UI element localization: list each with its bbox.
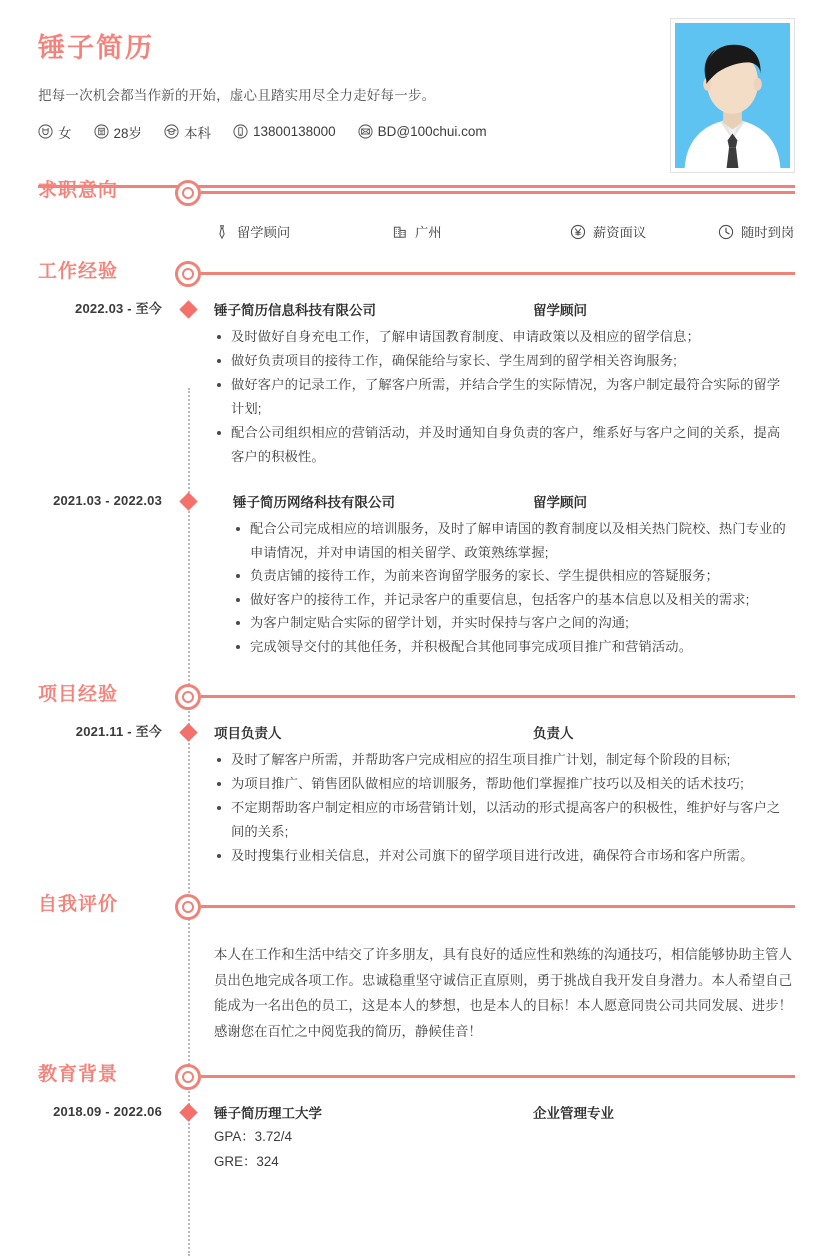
contact-email-value: BD@100chui.com [377, 124, 487, 140]
section-title-work: 工作经验 [38, 261, 119, 282]
entry-body [214, 722, 820, 868]
education-gpa: GPA：3.72/4 [214, 1129, 292, 1144]
project-entry [0, 722, 820, 874]
education-gre: GRE：324 [214, 1154, 279, 1169]
intention-availability [718, 222, 794, 241]
entry-date: 2018.09 - 2022.06 [53, 1104, 162, 1119]
entry-bullet-list [233, 517, 790, 658]
entry-role: 留学顾问 [533, 303, 587, 318]
intention-position-label: 留学顾问 [237, 225, 291, 240]
section-self-evaluation [0, 890, 820, 1044]
section-work-experience [0, 257, 820, 664]
entry-school: 锤子简历理工大学 [214, 1106, 322, 1121]
clock-icon [718, 224, 734, 240]
entry-titles [233, 491, 790, 513]
intention-city-label: 广州 [415, 225, 442, 240]
entry-date: 2021.11 - 至今 [75, 724, 162, 739]
section-education [0, 1060, 820, 1180]
entry-bullet-list [214, 748, 790, 868]
work-entry [0, 491, 820, 664]
section-rule [201, 905, 795, 908]
tie-icon [214, 224, 230, 240]
list-item: 负责店铺的接待工作，为前来咨询留学服务的家长、学生提供相应的答疑服务； [233, 564, 790, 588]
contact-gender [38, 122, 72, 142]
section-rule [201, 272, 795, 275]
timeline-diamond-icon [179, 1103, 197, 1121]
timeline-ring-icon [175, 180, 201, 206]
entry-role: 负责人 [533, 726, 574, 741]
job-intention-row [214, 218, 820, 241]
list-item: 配合公司组织相应的营销活动，并及时通知自身负责的客户，维系好与客户之间的关系，提高客户的积极性。 [214, 421, 790, 469]
building-icon [392, 224, 408, 240]
section-title-intention: 求职意向 [38, 180, 119, 201]
intention-position [214, 222, 392, 241]
entry-organization: 项目负责人 [214, 726, 282, 741]
list-item: 做好客户的记录工作，了解客户所需，并结合学生的实际情况，为客户制定最符合实际的留学计划; [214, 373, 790, 421]
intention-city [392, 222, 570, 241]
section-header [0, 680, 820, 722]
motto-text: 把每一次机会都当作新的开始，虚心且踏实用尽全力走好每一步。 [38, 87, 436, 103]
work-entry [0, 299, 820, 475]
entry-organization: 锤子简历网络科技有限公司 [233, 495, 395, 510]
entry-titles [214, 1102, 790, 1124]
list-item: 为项目推广、销售团队做相应的培训服务，帮助他们掌握推广技巧以及相关的话术技巧; [214, 772, 790, 796]
phone-icon [233, 124, 248, 139]
contact-phone [233, 124, 336, 139]
list-item: 及时搜集行业相关信息，并对公司旗下的留学项目进行改进，确保符合市场和客户所需。 [214, 844, 790, 868]
yen-icon [570, 224, 586, 240]
timeline-ring-icon [175, 261, 201, 287]
list-item: 及时做好自身充电工作，了解申请国教育制度、申请政策以及相应的留学信息； [214, 325, 790, 349]
section-title-self-eval: 自我评价 [38, 894, 119, 915]
entry-date: 2021.03 - 2022.03 [53, 493, 162, 508]
section-header [0, 176, 820, 218]
graduation-icon [164, 124, 179, 139]
avatar-photo [675, 23, 790, 168]
entry-role: 留学顾问 [533, 495, 587, 510]
list-item: 及时了解客户所需，并帮助客户完成相应的招生项目推广计划，制定每个阶段的目标; [214, 748, 790, 772]
calendar-icon [94, 124, 109, 139]
intention-salary [570, 222, 718, 241]
timeline-ring-icon [175, 894, 201, 920]
page-title: 锤子简历 [38, 33, 154, 63]
contact-phone-value: 13800138000 [253, 124, 336, 140]
section-rule [201, 695, 795, 698]
timeline-ring-icon [175, 1064, 201, 1090]
entry-major: 企业管理专业 [533, 1106, 614, 1121]
timeline-diamond-icon [179, 723, 197, 741]
list-item: 为客户制定贴合实际的留学计划，并实时保持与客户之间的沟通; [233, 611, 790, 635]
avatar [670, 18, 795, 173]
contact-gender-value: 女 [58, 125, 72, 141]
resume-body [0, 152, 820, 1180]
section-rule [201, 191, 795, 194]
entry-titles [214, 722, 790, 744]
entry-titles [214, 299, 790, 321]
entry-body [233, 491, 820, 658]
contact-age-value: 28岁 [113, 125, 143, 141]
timeline-ring-icon [175, 684, 201, 710]
section-title-education: 教育背景 [38, 1064, 119, 1085]
entry-body [214, 299, 820, 469]
list-item: 做好客户的接待工作，并记录客户的重要信息，包括客户的基本信息以及相关的需求; [233, 588, 790, 612]
list-item: 做好负责项目的接待工作，确保能给与家长、学生周到的留学相关咨询服务; [214, 349, 790, 373]
section-job-intention [0, 176, 820, 241]
intention-salary-label: 薪资面议 [593, 225, 647, 240]
list-item: 配合公司完成相应的培训服务，及时了解申请国的教育制度以及相关热门院校、热门专业的申请情况，并对申请国的相关留学、政策熟练掌握; [233, 517, 790, 564]
list-item: 不定期帮助客户制定相应的市场营销计划，以活动的形式提高客户的积极性，维护好与客户之间的关系; [214, 796, 790, 844]
gender-icon [38, 124, 53, 139]
entry-bullet-list [214, 325, 790, 469]
section-project-experience [0, 680, 820, 874]
contact-education-value: 本科 [184, 125, 212, 141]
contact-age [94, 122, 143, 142]
section-title-project: 项目经验 [38, 684, 119, 705]
intention-availability-label: 随时到岗 [741, 225, 795, 240]
contact-education [164, 122, 211, 142]
resume-header [0, 0, 820, 152]
timeline-diamond-icon [179, 300, 197, 318]
education-entry [0, 1102, 820, 1180]
contact-email [358, 124, 487, 139]
list-item: 完成领导交付的其他任务，并积极配合其他同事完成项目推广和营销活动。 [233, 635, 790, 659]
entry-organization: 锤子简历信息科技有限公司 [214, 303, 376, 318]
self-evaluation-text: 本人在工作和生活中结交了许多朋友，具有良好的适应性和熟练的沟通技巧，相信能够协助主管人员出色地完成各项工作。忠诚稳重坚守诚信正直原则，勇于挑战自我开发自身潜力。本人希望自己能成为一名出色的员工，这是本人的梦想，也是本人的目标！本人愿意同贵公司共同发展、进步！感谢您在百忙之中阅览我的简历，静候佳音！ [214, 947, 792, 1039]
section-header [0, 257, 820, 299]
email-icon [358, 124, 373, 139]
entry-date: 2022.03 - 至今 [75, 301, 162, 316]
entry-body [214, 1102, 820, 1174]
section-header [0, 890, 820, 932]
section-header [0, 1060, 820, 1102]
timeline-diamond-icon [179, 492, 197, 510]
section-rule [201, 1075, 795, 1078]
